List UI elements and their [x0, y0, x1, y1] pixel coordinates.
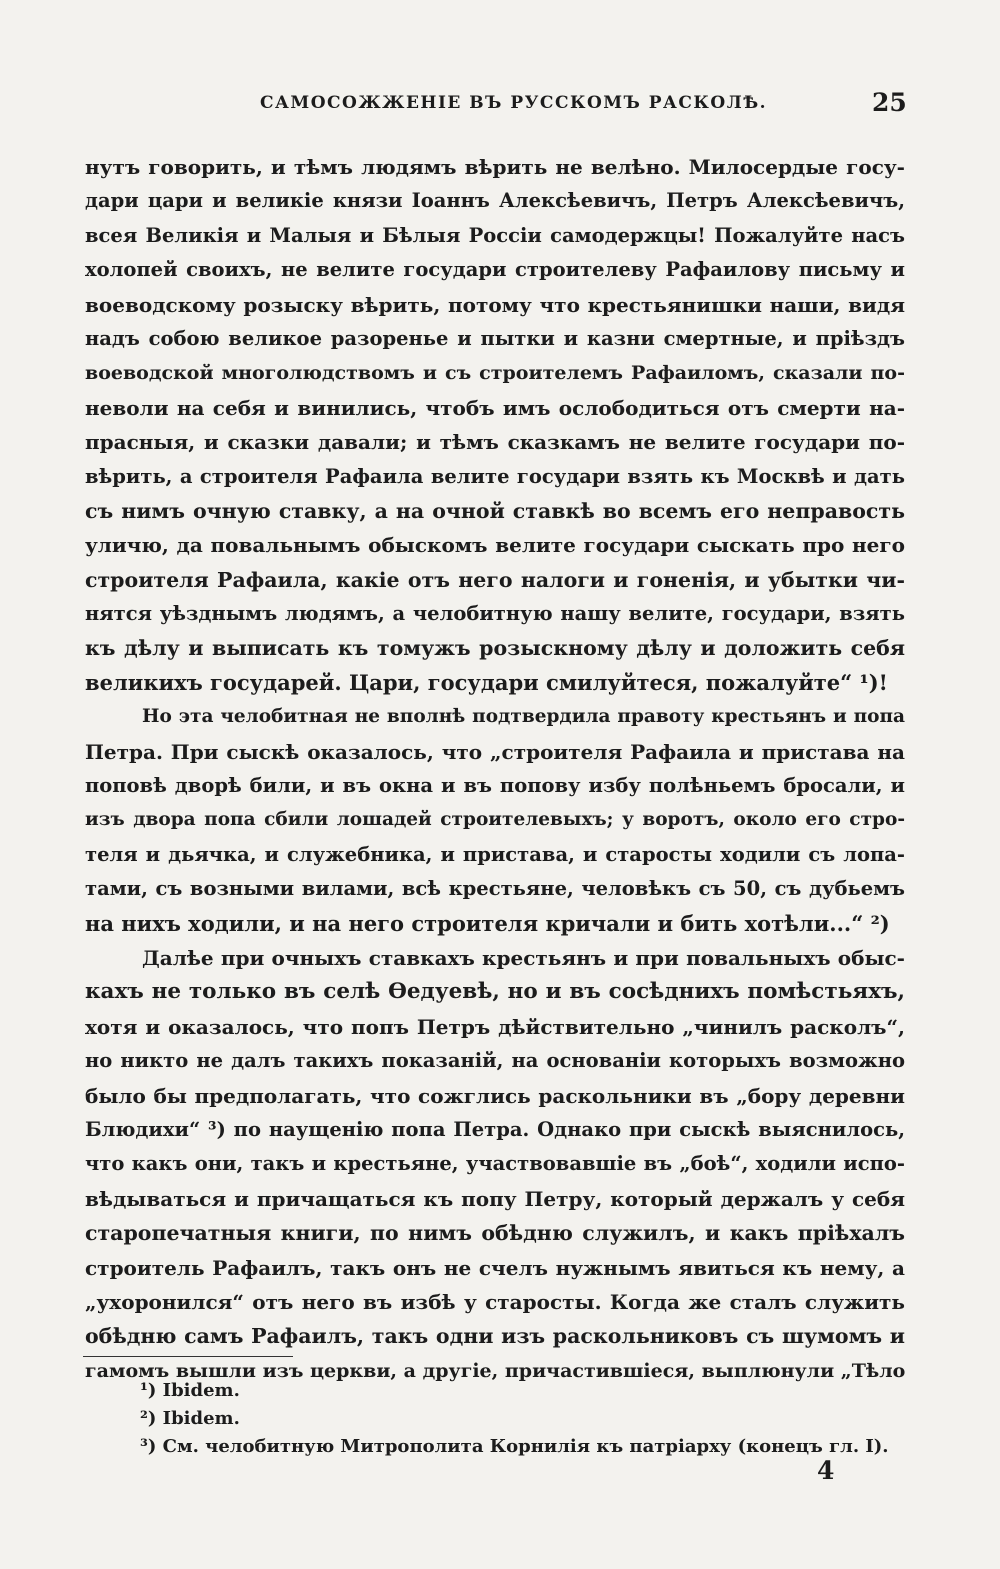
- text-line: Но эта челобитная не вполнѣ подтвердила правоту крестьянъ и попа: [142, 706, 905, 728]
- text-line: поповѣ дворѣ били, и въ окна и въ попову избу полѣньемъ бросали, и: [85, 774, 905, 798]
- text-line: тами, съ возными вилами, всѣ крестьяне, человѣкъ съ 50, съ дубьемъ: [85, 877, 905, 901]
- text-line: но никто не далъ такихъ показаній, на основаніи которыхъ возможно: [85, 1049, 905, 1073]
- text-line: нятся уѣзднымъ людямъ, а челобитную нашу велите, государи, взять: [85, 602, 905, 626]
- text-line: Далѣе при очныхъ ставкахъ крестьянъ и при повальныхъ обыс-: [142, 945, 905, 970]
- text-line: великихъ государей. Цари, государи смилуйтеся, пожалуйте“ ¹)!: [85, 669, 888, 695]
- text-line: къ дѣлу и выписать къ томужъ розыскному дѣлу и доложить себя: [85, 636, 905, 661]
- page-number: 25: [872, 88, 907, 117]
- text-line: съ нимъ очную ставку, а на очной ставкѣ во всемъ его неправость: [85, 498, 905, 523]
- footnote: ²) Ibidem.: [140, 1408, 240, 1429]
- text-line: надъ собою великое разоренье и пытки и казни смертные, и пріѣздъ: [85, 326, 905, 350]
- text-line: неволи на себя и винились, чтобъ имъ ослободиться отъ смерти на-: [85, 395, 905, 420]
- text-line: дари цари и великіе князи Іоаннъ Алексѣевичъ, Петръ Алексѣевичъ,: [85, 189, 905, 213]
- text-line: нутъ говорить, и тѣмъ людямъ вѣрить не велѣно. Милосердые госу-: [85, 155, 905, 179]
- signature-mark: 4: [817, 1456, 835, 1485]
- text-line: изъ двора попа сбили лошадей строителевыхъ; у воротъ, около его стро-: [85, 809, 905, 831]
- text-line: вѣрить, а строителя Рафаила велите государи взять къ Москвѣ и дать: [85, 464, 905, 488]
- text-line: что какъ они, такъ и крестьяне, участвовавшіе въ „боѣ“, ходили испо-: [85, 1152, 905, 1176]
- text-line: прасныя, и сказки давали; и тѣмъ сказкамъ не велите государи по-: [85, 430, 905, 455]
- text-line: гамомъ вышли изъ церкви, а другіе, причастившіеся, выплюнули „Тѣло: [85, 1359, 906, 1382]
- text-line: обѣдню самъ Рафаилъ, такъ одни изъ раскольниковъ съ шумомъ и: [85, 1324, 905, 1349]
- text-line: старопечатныя книги, по нимъ обѣдню служилъ, и какъ пріѣхалъ: [85, 1221, 905, 1246]
- text-line: всея Великія и Малыя и Бѣлыя Россіи самодержцы! Пожалуйте насъ: [85, 223, 905, 247]
- footnotes: [140, 1377, 889, 1461]
- text-line: строитель Рафаилъ, такъ онъ не счелъ нужнымъ явиться къ нему, а: [85, 1255, 905, 1280]
- footnote: ¹) Ibidem.: [140, 1380, 240, 1401]
- text-line: уличю, да повальнымъ обыскомъ велите государи сыскать про него: [85, 533, 905, 558]
- text-line: теля и дьячка, и служебника, и пристава, и старосты ходили съ лопа-: [85, 842, 905, 866]
- text-line: строителя Рафаила, какіе отъ него налоги и гоненія, и убытки чи-: [85, 567, 905, 592]
- text-line: холопей своихъ, не велите государи строителеву Рафаилову письму и: [85, 258, 905, 282]
- text-line: кахъ не только въ селѣ Ѳедуевѣ, но и въ сосѣднихъ помѣстьяхъ,: [85, 979, 905, 1005]
- footnote: ³) См. челобитную Митрополита Корнилія къ патріарху (конецъ гл. I).: [140, 1436, 889, 1457]
- text-line: воеводской многолюдствомъ и съ строителемъ Рафаиломъ, сказали по-: [85, 362, 905, 385]
- footnote-rule: [83, 1356, 293, 1357]
- text-line: на нихъ ходили, и на него строителя кричали и бить хотѣли...“ ²): [85, 910, 890, 936]
- text-line: „ухоронился“ отъ него въ избѣ у старосты. Когда же сталъ служить: [85, 1289, 905, 1314]
- text-line: хотя и оказалось, что попъ Петръ дѣйствительно „чинилъ расколъ“,: [85, 1014, 905, 1039]
- running-title: САМОСОЖЖЕНІЕ ВЪ РУССКОМЪ РАСКОЛѢ.: [260, 93, 768, 113]
- text-line: было бы предполагать, что сожглись раскольники въ „бору деревни: [85, 1083, 905, 1108]
- text-line: Блюдихи“ ³) по наущенію попа Петра. Однако при сыскѣ выяснилось,: [85, 1117, 905, 1141]
- body-text: [85, 150, 905, 1388]
- text-line: воеводскому розыску вѣрить, потому что крестьянишки наши, видя: [85, 292, 905, 317]
- text-line: вѣдываться и причащаться къ попу Петру, который держалъ у себя: [85, 1186, 905, 1211]
- text-line: Петра. При сыскѣ оказалось, что „строителя Рафаила и пристава на: [85, 739, 905, 764]
